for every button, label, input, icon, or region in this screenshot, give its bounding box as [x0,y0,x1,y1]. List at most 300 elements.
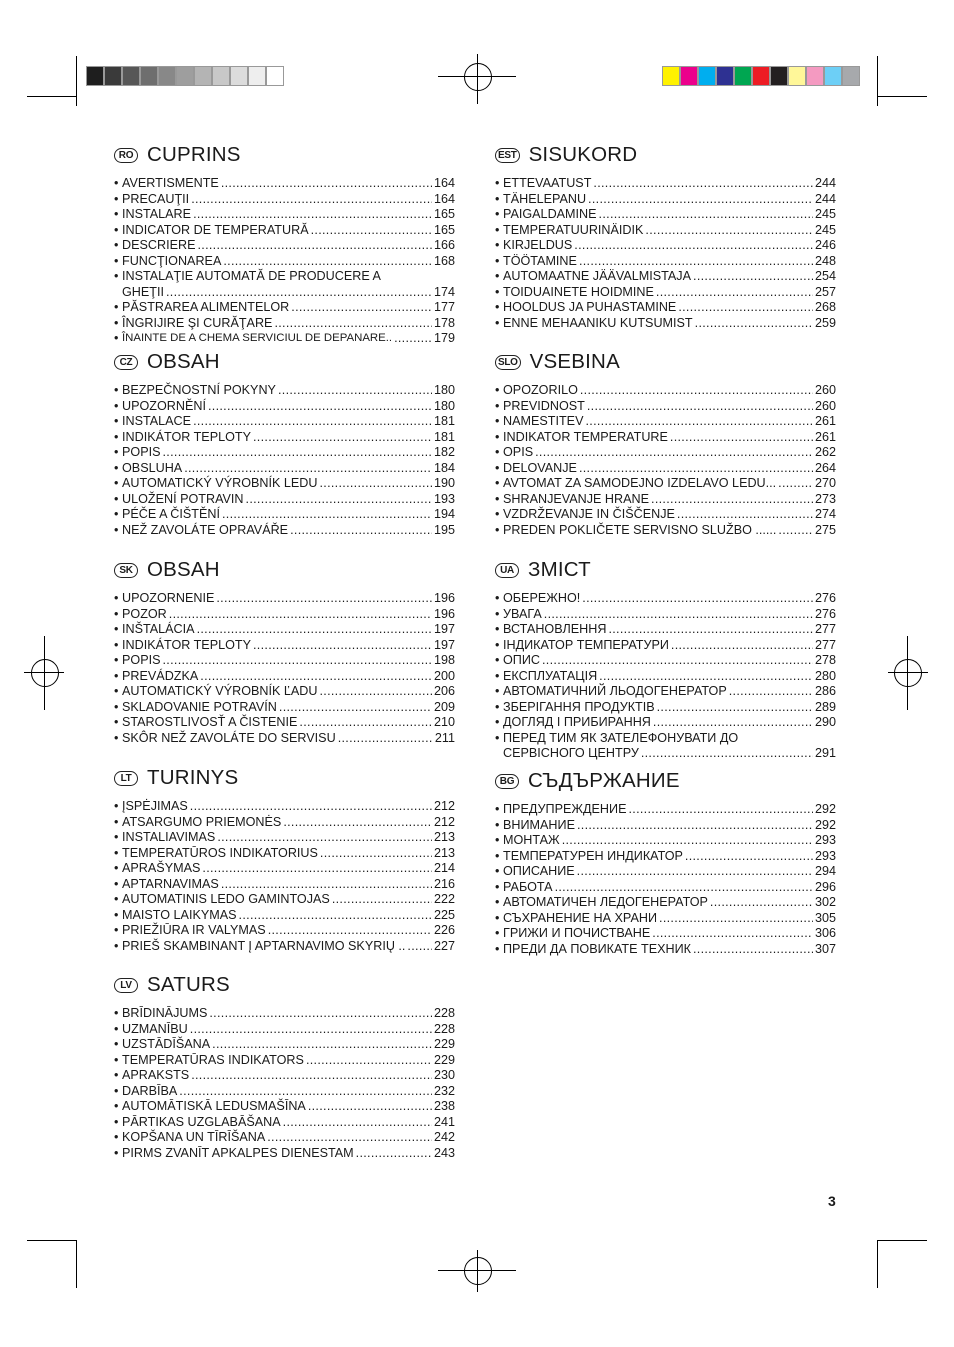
entry-title: ULOŽENÍ POTRAVIN [122,491,244,506]
dot-leader [580,383,813,399]
bullet: • [495,253,500,268]
entry-page: 242 [433,1130,455,1144]
dot-leader [222,507,432,523]
toc-entry [495,864,836,880]
toc-entry [495,430,836,446]
entry-title: APRAKSTS [122,1068,190,1082]
dot-leader [319,476,432,492]
dot-leader [678,300,813,316]
bullet: • [495,429,500,444]
toc-entry [114,846,455,862]
section-title: CUPRINS [147,143,241,166]
entry-title: ВНИМАНИЕ [503,817,575,832]
entry-page: 178 [433,315,455,330]
entry-page: 259 [814,315,836,330]
entry-title: ÎNGRIJIRE ŞI CURĂŢARE [122,315,273,330]
entry-page: 246 [814,238,836,252]
color-swatch [662,66,680,86]
entry-title: AVTOMAT ZA SAMODEJNO IZDELAVO LEDU... [503,476,777,490]
dot-leader [200,669,432,685]
dot-leader [278,383,432,399]
toc-entry [495,316,836,332]
entry-title: SKLADOVANIE POTRAVÍN [122,699,277,714]
entry-title: OPIS [503,445,534,459]
language-badge: LV [114,978,138,993]
bullet: • [114,1145,119,1160]
entry-page: 286 [814,684,836,698]
toc-section [114,142,455,347]
crop-mark [76,56,77,106]
entry-title: FUNCŢIONAREA [122,253,222,268]
color-swatch [680,66,698,86]
color-swatch [158,66,176,86]
toc-entry [114,476,455,492]
entry-page: 197 [433,637,455,652]
bullet: • [495,637,500,652]
dot-leader [274,316,432,332]
section-title: SISUKORD [528,143,638,166]
entry-page: 278 [814,653,836,667]
toc-entry [114,238,455,254]
toc-section [114,765,455,954]
dot-leader [163,445,432,461]
entry-page: 254 [814,269,836,283]
dot-leader [593,176,813,192]
entry-title: СЕРВІСНОГО ЦЕНТРУ [503,746,639,760]
toc-section [114,972,455,1161]
entry-page: 165 [433,207,455,221]
toc-entry [495,445,836,461]
bullet: • [114,730,119,745]
bullet: • [114,637,119,652]
color-swatch [212,66,230,86]
entry-title: TEMPERATUURINÄIDIK [503,222,644,237]
entry-title: INSTALARE [122,207,192,221]
entry-title: DELOVANJE [503,460,577,475]
entry-title: ENNE MEHAANIKU KUTSUMIST [503,315,693,330]
color-swatch [806,66,824,86]
entry-page: 274 [814,507,836,521]
dot-leader [166,285,432,301]
toc-entry [495,476,836,492]
dot-leader [190,799,432,815]
entry-title: ETTEVAATUST [503,176,592,190]
entry-page: 292 [814,802,836,816]
bullet: • [114,398,119,413]
entry-title: ТЕМПЕРАТУРЕН ИНДИКАТОР [503,848,683,863]
entry-title: ВСТАНОВЛЕННЯ [503,622,607,636]
entry-page: 177 [433,300,455,314]
bullet: • [114,491,119,506]
bullet: • [114,191,119,206]
toc-entry [495,591,836,607]
crop-mark [877,1240,927,1241]
color-swatch [716,66,734,86]
entry-title: NEŽ ZAVOLÁTE OPRAVÁŘE [122,522,289,537]
entry-title: POZOR [122,606,167,621]
dot-leader [311,223,432,239]
language-badge: SK [114,563,138,578]
grayscale-bar [86,66,284,86]
dot-leader [542,653,813,669]
toc-entry [495,507,836,523]
entry-title: BEZPEČNOSTNÍ POKYNY [122,383,276,397]
toc-entry [114,731,455,747]
dot-leader [221,176,432,192]
bullet: • [114,331,119,345]
dot-leader [268,923,432,939]
section-heading [114,765,455,791]
bullet: • [114,799,119,813]
entry-title: TÄHELEPANU [503,191,587,206]
entry-page: 280 [814,668,836,683]
bullet: • [114,300,119,314]
toc-entry [114,669,455,685]
entry-title: APRAŠYMAS [122,861,201,875]
entry-title: PREDEN POKLIČETE SERVISNO SLUŽBO ...... [503,522,777,537]
entry-page: 245 [814,222,836,237]
toc-entry [495,849,836,865]
bullet: • [495,699,500,714]
toc-entry [114,700,455,716]
bullet: • [114,830,119,844]
entry-page: 244 [814,176,836,190]
bullet: • [495,507,500,521]
bullet: • [114,269,119,283]
toc-entry [495,895,836,911]
entry-page: 248 [814,253,836,268]
entry-title: TÖÖTAMINE [503,253,577,268]
entry-page: 214 [433,861,455,875]
toc-entry [495,176,836,192]
bullet: • [495,941,500,956]
dot-leader [239,908,432,924]
entry-title: VZDRŽEVANJE IN ČIŠČENJE [503,507,675,521]
dot-leader [169,607,432,623]
entry-page: 195 [433,522,455,537]
dot-leader [693,269,813,285]
toc-entry [114,523,455,539]
bullet: • [495,269,500,283]
entry-page: 168 [433,253,455,268]
entry-page: 198 [433,653,455,667]
toc-entry [114,1115,455,1131]
entry-page: 277 [814,637,836,652]
toc-entry [114,176,455,192]
dot-leader [677,507,813,523]
bullet: • [114,1114,119,1129]
entry-title: MAISTO LAIKYMAS [122,907,237,922]
color-swatch [230,66,248,86]
dot-leader [652,926,813,942]
entry-page: 230 [433,1068,455,1082]
entry-title: TEMPERATŪRAS INDIKATORS [122,1052,304,1067]
toc-entry [495,607,836,623]
toc-entry [114,830,455,846]
entry-title: PREVÁDZKA [122,668,199,683]
toc-entry [114,908,455,924]
entry-page: 225 [433,907,455,922]
toc-entry [495,638,836,654]
dot-leader [197,622,432,638]
entry-page: 306 [814,926,836,940]
bullet: • [495,522,500,537]
bullet: • [114,1021,119,1036]
dot-leader [290,523,432,539]
entry-page: 232 [433,1083,455,1098]
entry-page: 193 [433,491,455,506]
bullet: • [495,926,500,940]
entry-page: 261 [814,414,836,428]
bullet: • [114,907,119,922]
entry-title: PIRMS ZVANĪT APKALPES DIENESTAM [122,1145,354,1160]
toc-entry [114,1037,455,1053]
entry-title: ГРИЖИ И ПОЧИСТВАНЕ [503,926,651,940]
entry-page: 228 [433,1006,455,1020]
toc-entry [114,492,455,508]
dot-leader [179,1084,432,1100]
entry-page: 200 [433,668,455,683]
dot-leader [163,653,432,669]
entry-title: KOPŠANA UN TĪRĪŠANA [122,1130,266,1144]
toc-entry [495,300,836,316]
bullet: • [495,414,500,428]
dot-leader [555,880,813,896]
toc-entry [495,833,836,849]
entry-page: 238 [433,1099,455,1113]
registration-line [477,1250,478,1292]
bullet: • [114,892,119,906]
crop-mark [27,96,77,97]
entry-page: 211 [434,730,455,745]
toc-list [114,1006,455,1161]
toc-entry [495,207,836,223]
bullet: • [114,622,119,636]
bullet: • [495,653,500,667]
entry-title: ПЕРЕД ТИМ ЯК ЗАТЕЛЕФОНУВАТИ ДО [503,730,739,745]
page-number: 3 [828,1193,836,1209]
entry-title: ОПИСАНИЕ [503,864,575,878]
toc-entry [114,1099,455,1115]
color-swatch [788,66,806,86]
entry-page: 244 [814,191,836,206]
toc-entry [114,923,455,939]
bullet: • [495,848,500,863]
dot-leader [579,461,813,477]
dot-leader [306,1053,432,1069]
toc-entry [495,669,836,685]
toc-entry [495,192,836,208]
bullet: • [114,1099,119,1113]
bullet: • [495,879,500,894]
entry-page: 179 [433,331,455,345]
toc-entry [114,815,455,831]
language-badge: EST [495,148,520,163]
dot-leader [653,715,813,731]
dot-leader [246,492,432,508]
entry-page: 209 [433,699,455,714]
dot-leader [394,331,432,347]
bullet: • [495,491,500,506]
dot-leader [544,607,813,623]
bullet: • [114,715,119,729]
color-swatch [752,66,770,86]
language-badge: UA [495,563,519,578]
entry-title: PAIGALDAMINE [503,207,597,221]
bullet: • [114,606,119,621]
toc-entry [114,461,455,477]
dot-leader [283,1115,432,1131]
entry-page: 293 [814,833,836,847]
entry-title: AVERTISMENTE [122,176,219,190]
section-heading [114,349,455,375]
dot-leader [283,815,432,831]
bullet: • [114,876,119,891]
entry-page: 180 [433,398,455,413]
bullet: • [114,861,119,875]
registration-line [44,636,45,710]
dot-leader [695,316,813,332]
dot-leader [291,300,432,316]
entry-title: INŠTALÁCIA [122,622,195,636]
bullet: • [495,207,500,221]
entry-page: 305 [814,910,836,925]
entry-page: 260 [814,398,836,413]
entry-page: 257 [814,284,836,299]
language-badge: CZ [114,355,138,370]
toc-entry [114,1068,455,1084]
crop-mark [877,96,927,97]
bullet: • [495,445,500,459]
dot-leader [407,939,432,955]
entry-page: 276 [814,606,836,621]
toc-entry [114,1130,455,1146]
bullet: • [114,938,119,953]
toc-entry [495,926,836,942]
dot-leader [659,911,813,927]
dot-leader [651,492,813,508]
toc-list [495,591,836,762]
color-swatch [122,66,140,86]
dot-leader [197,238,432,254]
toc-entry [495,746,836,762]
entry-title: ЕКСПЛУАТАЦІЯ [503,668,598,683]
entry-title: PÉČE A ČIŠTĚNÍ [122,507,220,521]
bullet: • [114,460,119,475]
entry-title: SKÔR NEŽ ZAVOLÁTE DO SERVISU [122,730,336,745]
registration-mark-left [31,659,59,687]
entry-title: УВАГА [503,606,542,621]
toc-section [495,557,836,762]
entry-page: 289 [814,699,836,714]
bullet: • [495,684,500,698]
toc-entry [495,700,836,716]
entry-title: ІНДИКАТОР ТЕМПЕРАТУРИ [503,637,669,652]
bullet: • [495,300,500,314]
entry-page: 268 [814,300,836,314]
bullet: • [114,253,119,268]
toc-entry [114,269,455,285]
entry-title: PRECAUŢII [122,191,190,206]
entry-title: UPOZORNENIE [122,591,215,605]
section-heading [114,142,455,168]
toc-entry [495,238,836,254]
dot-leader [599,207,813,223]
entry-title: PĂSTRAREA ALIMENTELOR [122,300,290,314]
section-heading [114,557,455,583]
entry-title: AUTOMATINIS LEDO GAMINTOJAS [122,892,330,906]
dot-leader [356,1146,432,1162]
toc-section [114,349,455,538]
dot-leader [656,285,813,301]
entry-page: 166 [433,238,455,252]
language-badge: RO [114,148,138,163]
bullet: • [114,1006,119,1020]
entry-title: TOIDUAINETE HOIDMINE [503,284,654,299]
dot-leader [577,864,813,880]
entry-page: 307 [814,941,836,956]
toc-entry [495,731,836,747]
section-heading [495,557,836,583]
dot-leader [778,523,813,539]
entry-title: PREVIDNOST [503,398,585,413]
dot-leader [193,207,432,223]
entry-title: STAROSTLIVOSŤ A ČISTENIE [122,715,298,729]
entry-title: PRIEŠ SKAMBINANT Į APTARNAVIMO SKYRIŲ .. [122,938,406,953]
bullet: • [114,699,119,714]
toc-entry [114,892,455,908]
language-badge: LT [114,771,138,786]
toc-entry [114,223,455,239]
dot-leader [628,802,813,818]
bullet: • [114,591,119,605]
toc-list [114,176,455,347]
dot-leader [217,830,432,846]
dot-leader [729,684,813,700]
toc-entry [114,799,455,815]
bullet: • [495,591,500,605]
bullet: • [495,191,500,206]
entry-page: 228 [433,1021,455,1036]
entry-title: AUTOMATICKÝ VÝROBNÍK LEDU [122,476,318,490]
entry-title: TEMPERATŪROS INDIKATORIUS [122,845,318,860]
toc-list [114,591,455,746]
toc-entry [495,715,836,731]
dot-leader [582,591,813,607]
bullet: • [495,833,500,847]
section-title: SATURS [147,973,230,996]
bullet: • [114,1052,119,1067]
color-swatch [86,66,104,86]
bullet: • [114,429,119,444]
bullet: • [495,176,500,190]
entry-title: OPOZORILO [503,383,578,397]
dot-leader [216,591,432,607]
entry-page: 264 [814,460,836,475]
entry-page: 164 [433,191,455,206]
crop-mark [76,1240,77,1288]
entry-title: DARBĪBA [122,1083,178,1098]
entry-title: INDIKÁTOR TEPLOTY [122,429,251,444]
entry-title: ПРЕДИ ДА ПОВИКАТЕ ТЕХНИК [503,941,691,956]
entry-page: 229 [433,1052,455,1067]
bullet: • [495,315,500,330]
entry-page: 181 [433,414,455,428]
dot-leader [562,833,813,849]
entry-title: AUTOMAATNE JÄÄVALMISTAJA [503,269,692,283]
bullet: • [114,653,119,667]
dot-leader [710,895,813,911]
